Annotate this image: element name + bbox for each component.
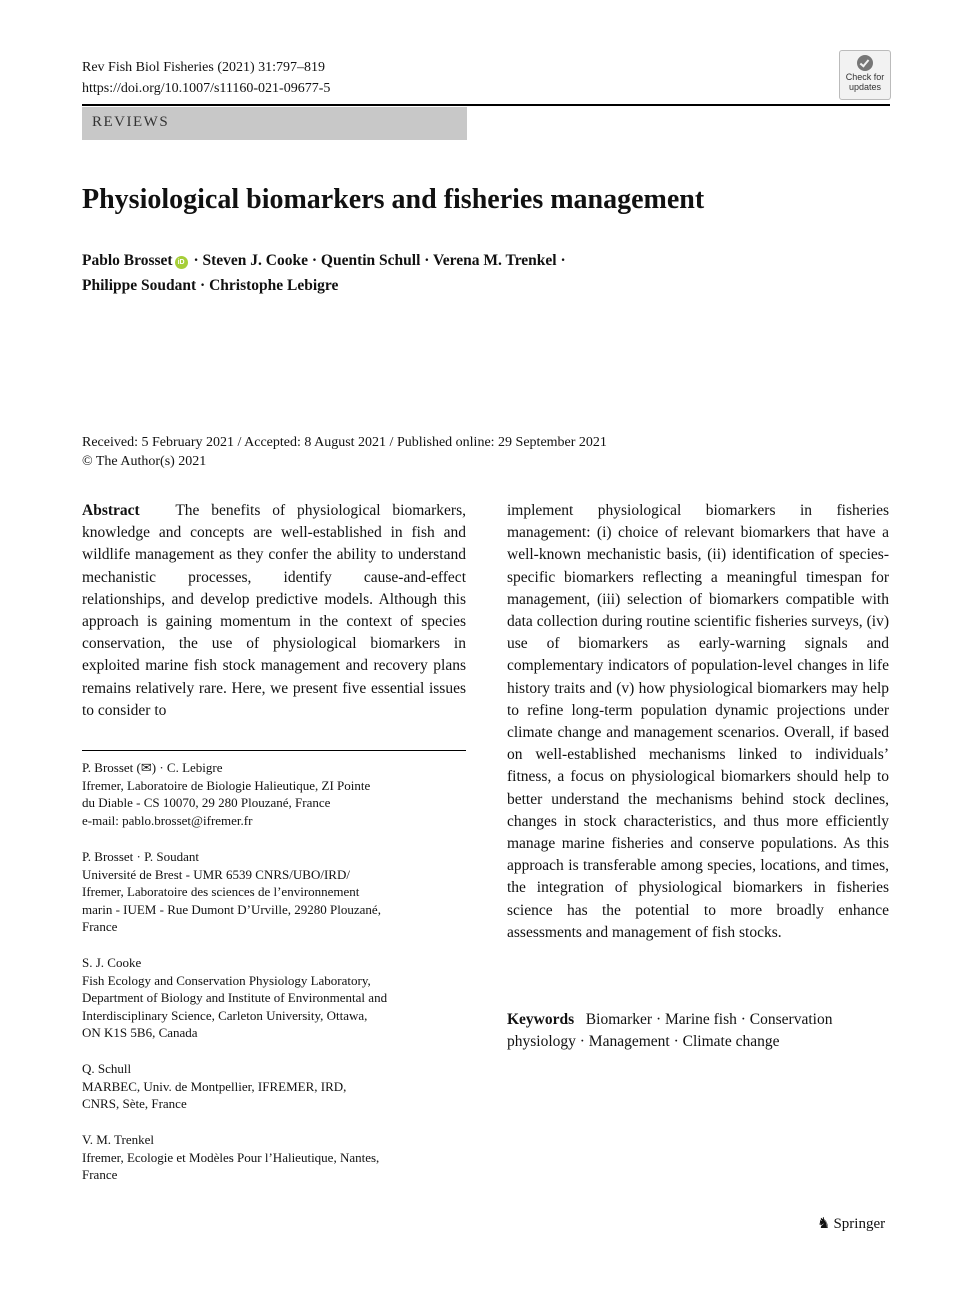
affiliation-block: S. J. Cooke Fish Ecology and Conservation Physiology Laboratory, Department of Biology and Institute of Environmental and Interdisciplinary Science, Carleton University, Ottawa, ON K1S 5B6, Canada [82, 954, 466, 1042]
affiliation-block: V. M. Trenkel Ifremer, Ecologie et Modèles Pour l’Halieutique, Nantes, France [82, 1131, 466, 1184]
section-label-text: REVIEWS [92, 114, 170, 130]
header-rule [82, 104, 890, 106]
affiliation-names: S. J. Cooke [82, 955, 142, 970]
doi-link[interactable]: https://doi.org/10.1007/s11160-021-09677-5 [82, 81, 331, 96]
abstract-text-left: The benefits of physiological biomarkers, knowledge and concepts are well-established in fish and wildlife management as they confer the ability to understand mechanistic processes, identify cause-and-effect relationships, and develop predictive models. Although this approach is gaining momentum in the context of species conservation, the use of physiological biomarkers in exploited marine fish stock management and recovery plans remains relatively rare. Here, we present five essential issues to consider to [82, 502, 466, 719]
authors-line1: · Steven J. Cooke · Quentin Schull · Verena M. Trenkel · [189, 252, 566, 269]
publisher-logo [817, 1214, 885, 1233]
first-author[interactable]: Pablo Brosset [82, 252, 173, 269]
keywords-text: Biomarker · Marine fish · Conservation physiology · Management · Climate change [507, 1011, 833, 1051]
author-email[interactable]: e-mail: pablo.brosset@ifremer.fr [82, 812, 253, 828]
check-icon [857, 55, 873, 71]
footnote-rule [82, 750, 466, 751]
keywords [507, 1009, 889, 1053]
affiliation-names: V. M. Trenkel [82, 1132, 155, 1147]
copyright: © The Author(s) 2021 [82, 454, 207, 469]
section-label [82, 107, 467, 140]
affiliation-names: P. Brosset (✉) · C. Lebigre [82, 760, 223, 775]
abstract-heading: Abstract [82, 502, 140, 519]
abstract-right-column [507, 500, 889, 944]
author-list [82, 248, 782, 298]
check-for-updates-badge[interactable]: Check for updates [839, 50, 891, 100]
publisher-name: Springer [833, 1216, 886, 1232]
article-dates [82, 433, 607, 471]
affiliation-block: P. Brosset (✉) · C. Lebigre Ifremer, Laboratoire de Biologie Halieutique, ZI Pointe du Diable - CS 10070, 29 280 Plouzané, France e-mail: pablo.brosset@ifremer.fr [82, 759, 466, 829]
history-dates: Received: 5 February 2021 / Accepted: 8 August 2021 / Published online: 29 September 2021 [82, 435, 607, 450]
affiliation-block: P. Brosset · P. Soudant Université de Brest - UMR 6539 CNRS/UBO/IRD/ Ifremer, Laboratoire des sciences de l’environnement marin - IUEM - Rue Dumont D’Urville, 29280 Plouzané, France [82, 848, 466, 936]
orcid-icon[interactable]: iD [175, 256, 188, 269]
journal-header [82, 57, 330, 99]
journal-citation: Rev Fish Biol Fisheries (2021) 31:797–819 [82, 60, 326, 75]
springer-horse-icon: ♞ [817, 1216, 831, 1232]
authors-line2: Philippe Soudant · Christophe Lebigre [82, 277, 339, 294]
affiliation-names: P. Brosset · P. Soudant [82, 849, 200, 864]
abstract-left-column [82, 500, 466, 722]
keywords-heading: Keywords [507, 1011, 575, 1028]
affiliation-names: Q. Schull [82, 1061, 132, 1076]
article-title: Physiological biomarkers and fisheries management [82, 184, 705, 215]
affiliation-block: Q. Schull MARBEC, Univ. de Montpellier, IFREMER, IRD, CNRS, Sète, France [82, 1060, 466, 1113]
abstract-text-right: implement physiological biomarkers in fisheries management: (i) choice of relevant biomarkers that have a well-known mechanistic basis, (ii) identification of species-specific biomarkers reflecting a meaningful timespan for management, (iii) selection of biomarkers compatible with data collection during routine scientific fisheries surveys, (iv) use of biomarkers as early-warning signals and complementary indicators of population-level changes in life history traits and (v) how physiological biomarkers may help to refine long-term population dynamic projections under climate change and management scenarios. Overall, if based on well-established mechanisms linked to individuals’ fitness, a focus on physiological biomarkers should help to better understand the mechanisms behind stock declines, changes in stock characteristics, and thus more efficiently manage marine fisheries and conserve populations. As this approach is transferable among species, locations, and times, the integration of physiological biomarkers in fisheries science has the potential to more broadly enhance assessments and management of fish stocks. [507, 502, 889, 941]
